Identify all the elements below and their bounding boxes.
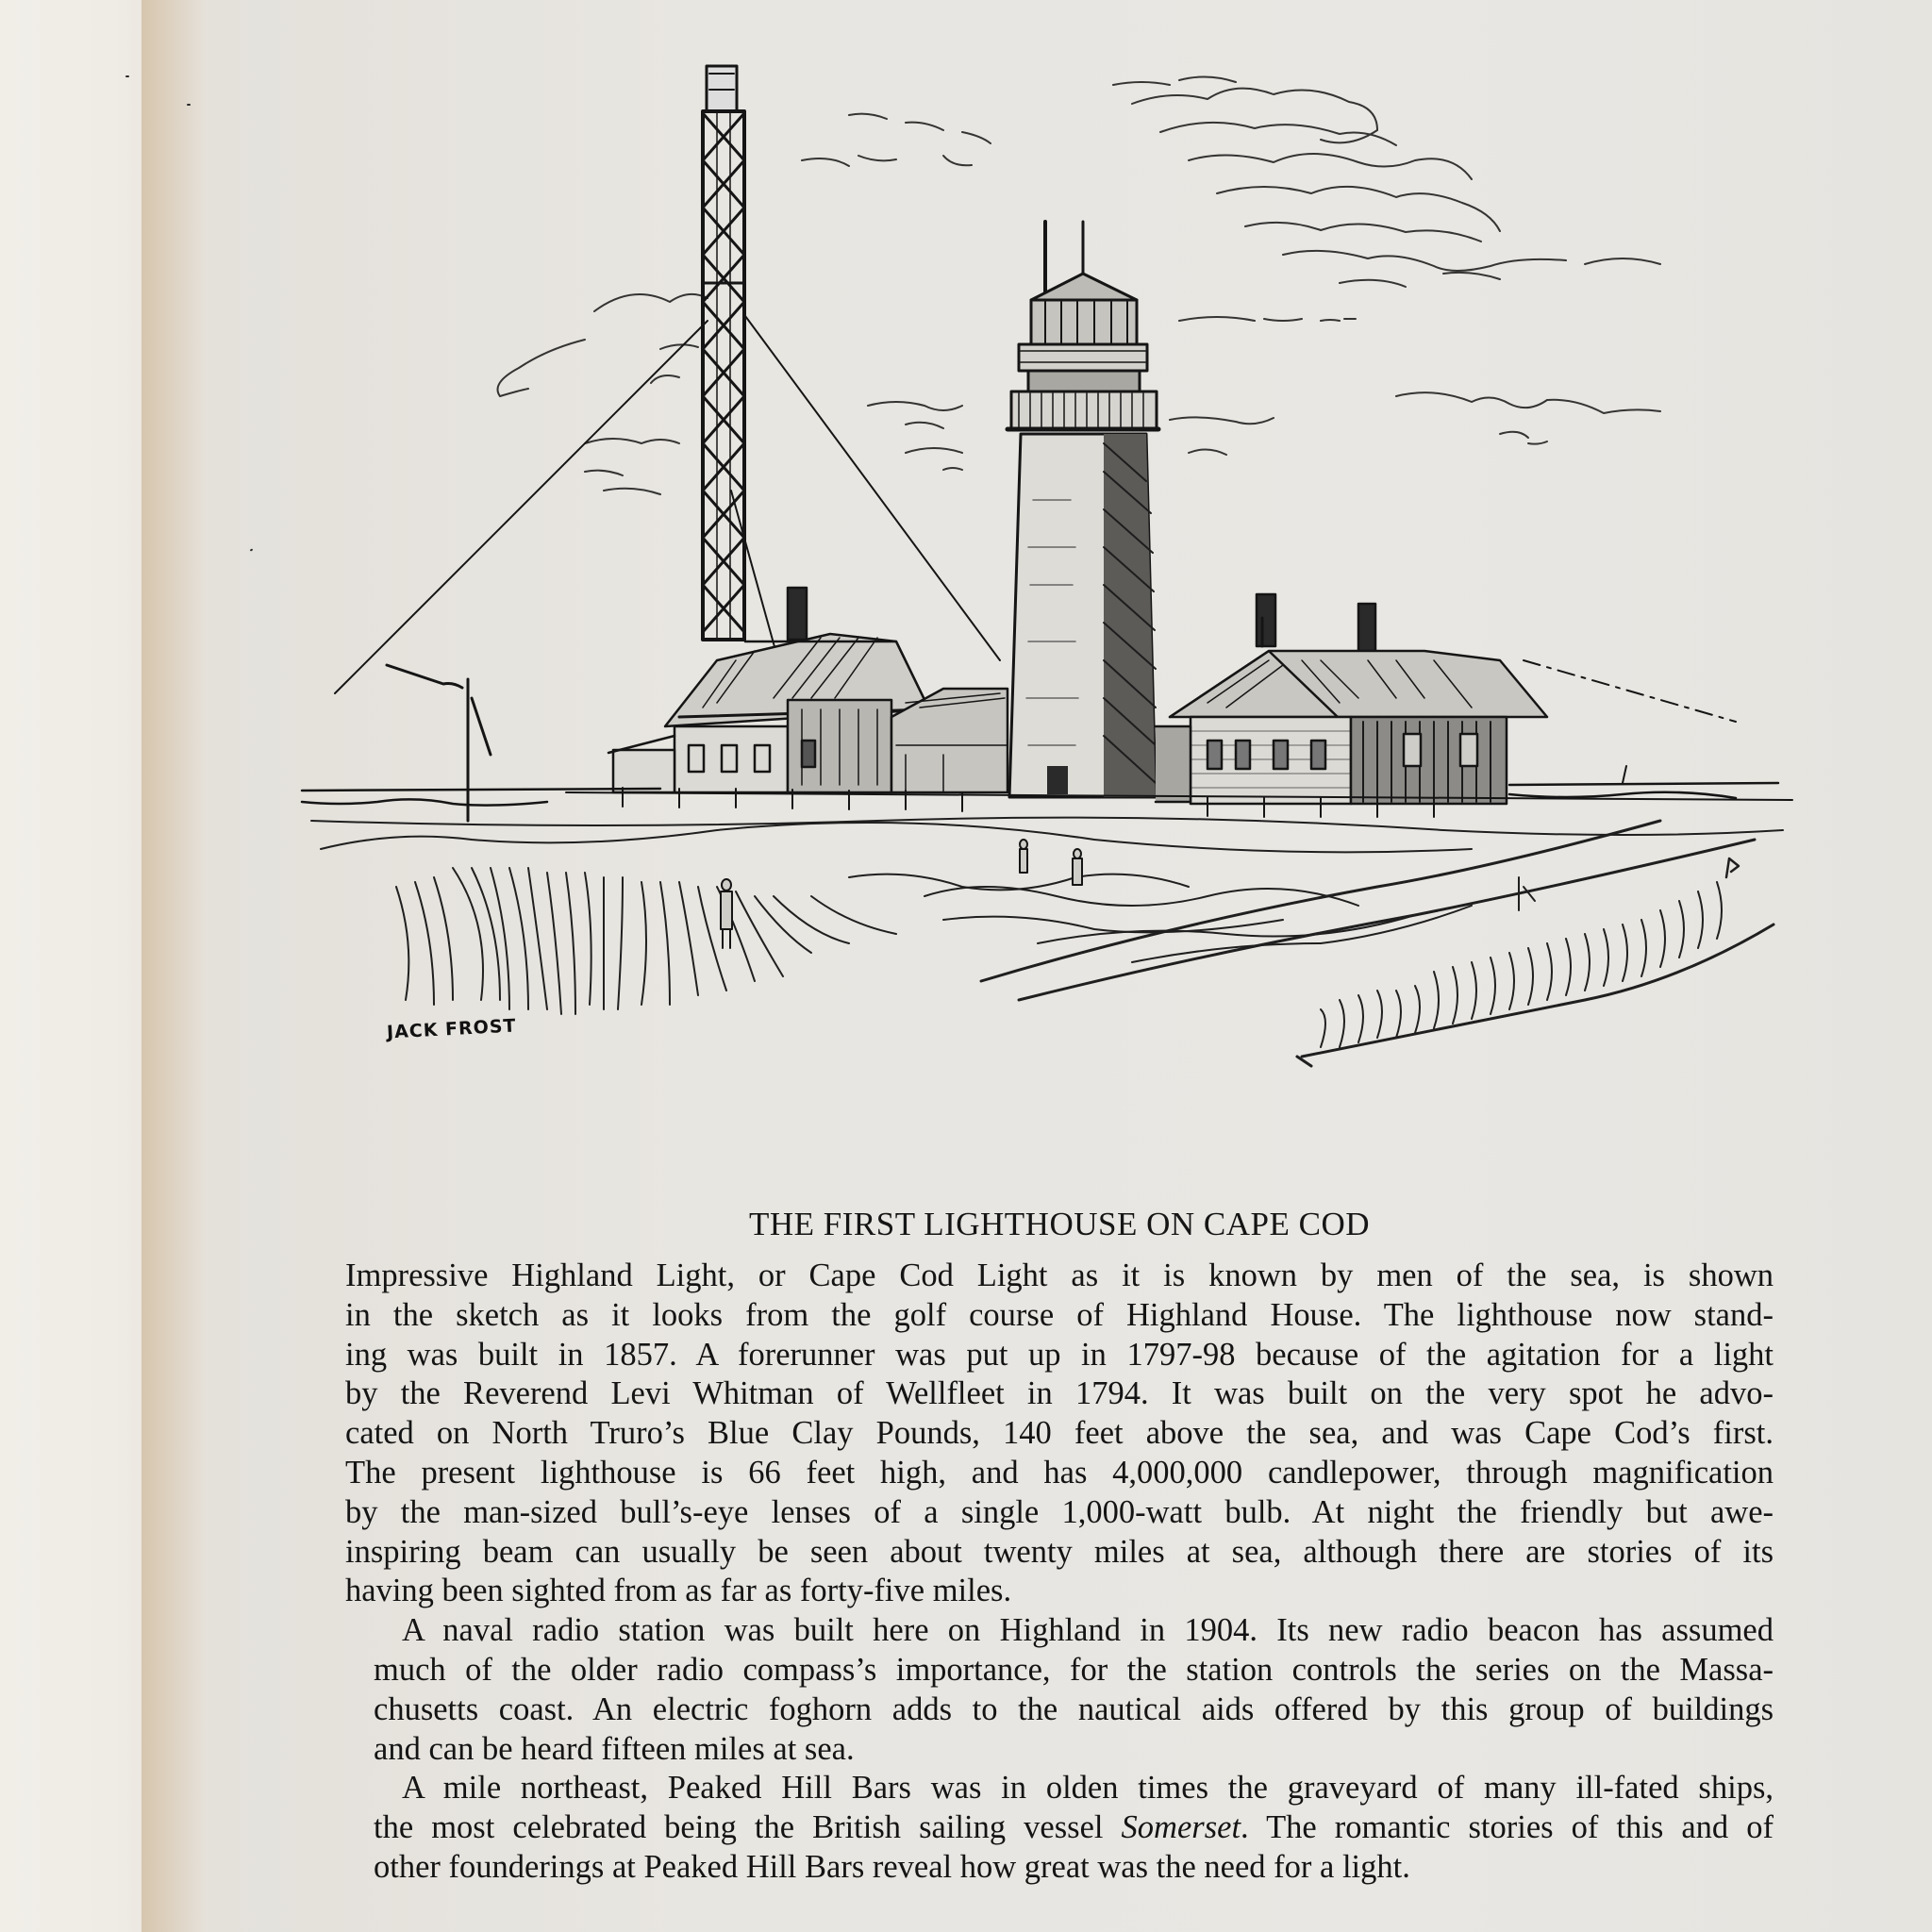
facing-page (0, 0, 142, 1932)
text-line: having been sighted from as far as forty-five miles. (345, 1573, 1012, 1609)
text-line: in the sketch as it looks from the golf course of Highland House. The lighthouse now stand- (345, 1296, 1774, 1333)
text-line: The present lighthouse is 66 feet high, and has 4,000,000 candlepower, through magnification (345, 1454, 1774, 1491)
paper-speck (125, 75, 129, 77)
text-segment: . The romantic stories of this and of (1241, 1809, 1774, 1846)
artist-signature: JACK FROST (386, 1015, 517, 1043)
caption-body (345, 1257, 1774, 1888)
lighthouse-illustration (283, 57, 1830, 1094)
text-line: Impressive Highland Light, or Cape Cod Light as it is known by men of the sea, is shown (345, 1257, 1774, 1293)
text-line (345, 1808, 1774, 1848)
dunes-grass (311, 818, 1783, 1066)
text-line: inspiring beam can usually be seen about twenty miles at sea, although there are stories of its (345, 1533, 1774, 1570)
text-line: ing was built in 1857. A forerunner was put up in 1797-98 because of the agitation for a light (345, 1336, 1774, 1373)
text-line: much of the older radio compass’s importance, for the station controls the series on the Massa- (374, 1651, 1774, 1688)
pen-ink-sketch (283, 57, 1830, 1094)
ship-name: Somerset (1121, 1809, 1241, 1846)
text-line: A naval radio station was built here on Highland in 1904. Its new radio beacon has assumed (402, 1612, 1774, 1649)
right-house (1156, 594, 1547, 804)
text-line: other founderings at Peaked Hill Bars reveal how great was the need for a light. (374, 1848, 1410, 1885)
radio-tower (703, 66, 744, 640)
paper-speck (187, 104, 191, 106)
paragraph-2 (345, 1611, 1774, 1769)
paragraph-3 (345, 1769, 1774, 1887)
text-line: and can be heard fifteen miles at sea. (374, 1730, 855, 1767)
paragraph-1 (345, 1257, 1774, 1611)
text-segment: the most celebrated being the British sailing vessel (374, 1809, 1122, 1846)
left-house (608, 588, 1008, 792)
page-gutter-edge (142, 0, 208, 1932)
text-line: chusetts coast. An electric foghorn adds to the nautical aids offered by this group of buildings (374, 1690, 1774, 1727)
text-line: cated on North Truro’s Blue Clay Pounds, 140 feet above the sea, and was Cape Cod’s first. (345, 1415, 1774, 1452)
text-line: by the Reverend Levi Whitman of Wellfleet in 1794. It was built on the very spot he advo- (345, 1375, 1774, 1412)
left-pole (387, 665, 491, 821)
text-line: by the man-sized bull’s-eye lenses of a single 1,000-watt bulb. At night the friendly but awe- (345, 1493, 1774, 1530)
figures (721, 840, 1082, 948)
caption-title: THE FIRST LIGHTHOUSE ON CAPE COD (748, 1206, 1370, 1242)
text-line: A mile northeast, Peaked Hill Bars was in olden times the graveyard of many ill-fated ships, (402, 1770, 1774, 1807)
lighthouse (1008, 222, 1158, 797)
